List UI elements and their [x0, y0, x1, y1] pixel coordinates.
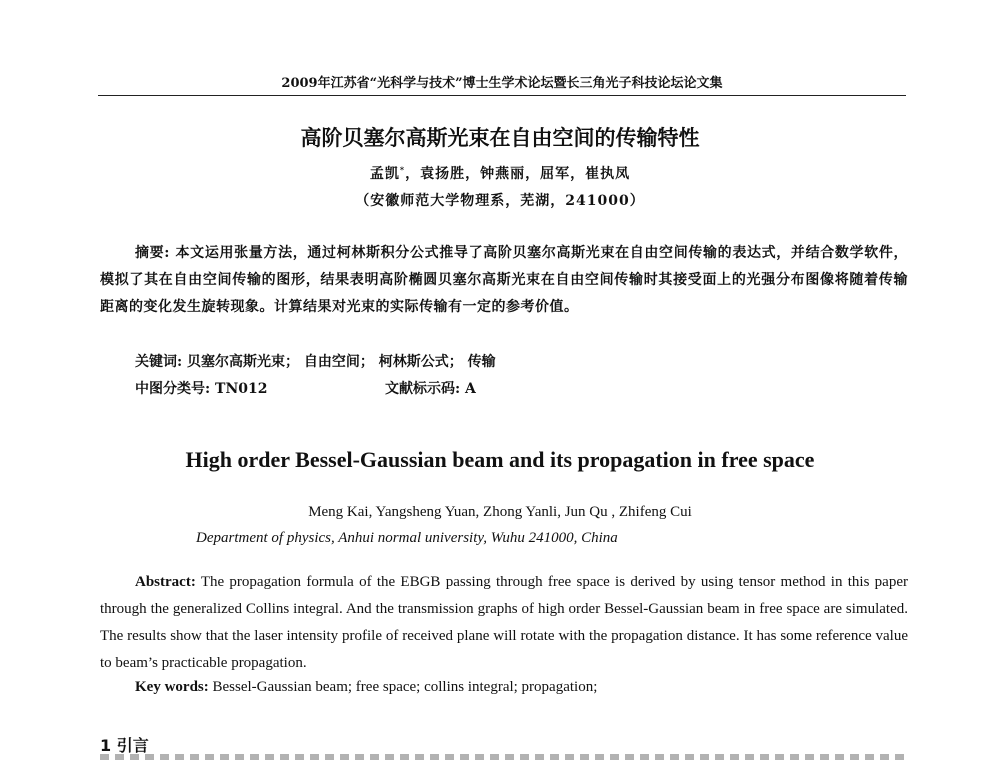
abstract-cn	[100, 240, 908, 321]
keywords-cn-text: 贝塞尔高斯光束； 自由空间； 柯林斯公式； 传输	[182, 354, 496, 370]
authors-en: Meng Kai, Yangsheng Yuan, Zhong Yanli, Jun Qu , Zhifeng Cui	[308, 504, 692, 520]
docid-value: A	[460, 381, 476, 397]
other-authors-cn: ，袁扬胜，钟燕丽，屈军，崔执凤	[405, 166, 631, 182]
abstract-cn-label: 摘要:	[135, 245, 170, 261]
keywords-cn	[135, 351, 496, 371]
abstract-en-text: The propagation formula of the EBGB passing through free space is derived by using tensor method in this paper through the generalized Collins integral. And the transmission graphs of high order Bessel-Gaussian beam in free space are simulated. The results show that the laser intensity profile of received plane will rotate with the propagation distance. It has some reference value to beam’s practicable propagation.	[100, 574, 908, 671]
authors-cn	[0, 163, 1000, 183]
keywords-en-label: Key words:	[135, 679, 209, 695]
running-header: 2009年江苏省“光科学与技术”博士生学术论坛暨长三角光子科技论坛论文集	[98, 72, 906, 96]
cut-off-text-line	[100, 754, 908, 760]
abstract-en	[100, 569, 908, 677]
classification-label: 中图分类号:	[135, 381, 211, 397]
document-id	[385, 378, 476, 398]
paper-title-cn: 高阶贝塞尔高斯光束在自由空间的传输特性	[300, 126, 700, 150]
classification-row	[135, 378, 835, 398]
keywords-en-text: Bessel-Gaussian beam; free space; collins integral; propagation;	[208, 679, 598, 695]
classification-value: TN012	[210, 381, 268, 397]
corresponding-mark: *	[399, 164, 406, 175]
paper-title-en: High order Bessel-Gaussian beam and its propagation in free space	[185, 447, 815, 472]
keywords-cn-label: 关键词:	[135, 354, 183, 370]
affiliation-cn: （安徽师范大学物理系，芜湖，241000）	[355, 193, 645, 209]
abstract-cn-text: 本文运用张量方法，通过柯林斯积分公式推导了高阶贝塞尔高斯光束在自由空间传输的表达式，并结合数学软件，模拟了其在自由空间传输的图形，结果表明高阶椭圆贝塞尔高斯光束在自由空间传输时其接受面上的光强分布图像将随着传输距离的变化发生旋转现象。计算结果对光束的实际传输有一定的参考价值。	[100, 245, 909, 315]
keywords-en	[135, 679, 597, 696]
affiliation-en: Department of physics, Anhui normal university, Wuhu 241000, China	[196, 530, 618, 546]
first-author-cn: 孟凯	[369, 166, 400, 182]
section-heading-introduction: 1 引言	[100, 736, 149, 755]
abstract-en-label: Abstract:	[135, 574, 196, 590]
docid-label: 文献标示码:	[385, 381, 461, 397]
